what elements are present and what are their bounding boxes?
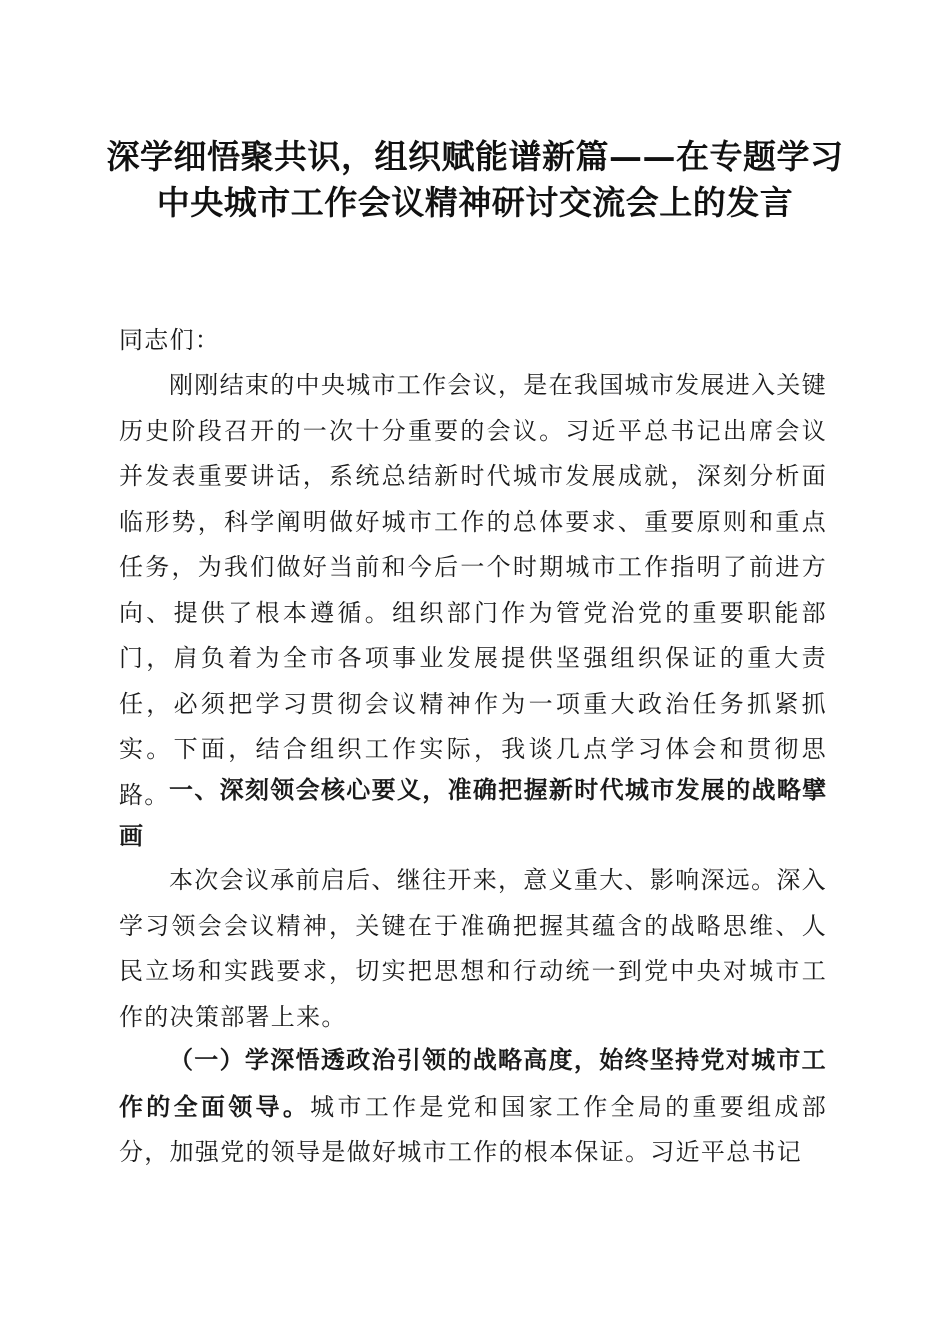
- paragraph-1: 刚刚结束的中央城市工作会议，是在我国城市发展进入关键历史阶段召开的一次十分重要的会议。习近平总书记出席会议并发表重要讲话，系统总结新时代城市发展成就，深刻分析面临形势，科学阐明做好城市工作的总体要求、重要原则和重点任务，为我们做好当前和今后一个时期城市工作指明了前进方向、提供了根本遵循。组织部门作为管党治党的重要职能部门，肩负着为全市各项事业发展提供坚强组织保证的重大责任，必须把学习贯彻会议精神作为一项重大政治任务抓紧抓实。下面，结合组织工作实际，我谈几点学习体会和贯彻思路。: [119, 371, 827, 809]
- section-heading-1: 一、深刻领会核心要义，准确把握新时代城市发展的战略擘画: [119, 776, 827, 850]
- paragraph-2: 本次会议承前启后、继往开来，意义重大、影响深远。深入学习领会会议精神，关键在于准确把握其蕴含的战略思维、人民立场和实践要求，切实把思想和行动统一到党中央对城市工作的决策部署上来。: [119, 866, 827, 1031]
- paragraph-3-text: 城市工作是党和国家工作全局的重要组成部分，加强党的领导是做好城市工作的根本保证。习近平总书记: [119, 1092, 827, 1166]
- sub-heading-1: （一）学深悟透政治引领的战略高度，始终坚持党对城市工作的全面领导。: [119, 1045, 827, 1121]
- paragraph-3: [119, 1037, 827, 1176]
- salutation: 同志们：: [119, 326, 221, 354]
- document-title: 深学细悟聚共识，组织赋能谱新篇——在专题学习中央城市工作会议精神研讨交流会上的发言: [106, 137, 844, 222]
